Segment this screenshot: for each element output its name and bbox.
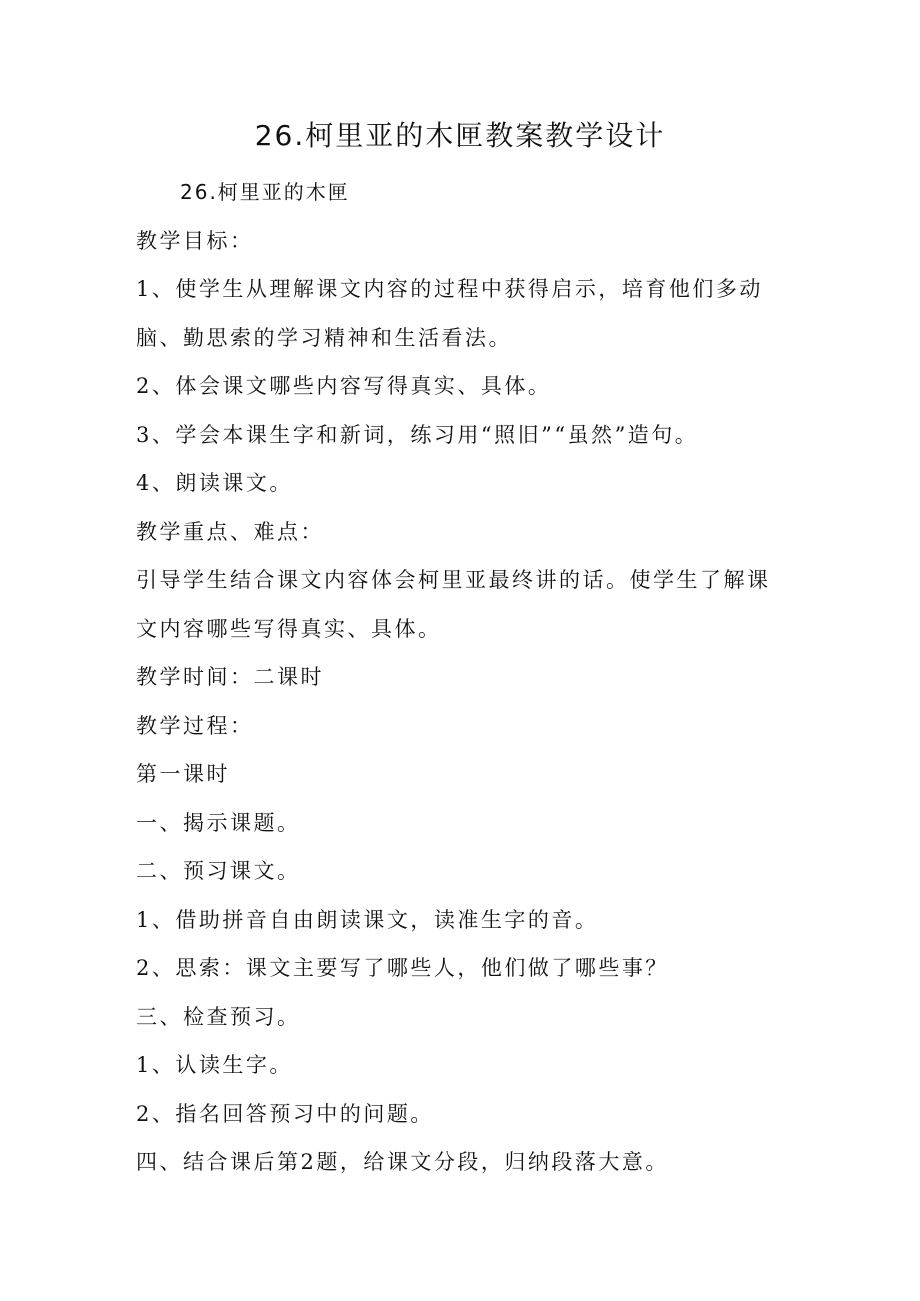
step-2-item-2: 2、思索：课文主要写了哪些人，他们做了哪些事？	[136, 956, 669, 980]
document-title: 26.柯里亚的木匣教案教学设计	[254, 119, 666, 152]
document-body	[136, 168, 776, 1187]
section-heading-objectives: 教学目标：	[136, 228, 254, 253]
key-points-line-1: 引导学生结合课文内容体会柯里亚最终讲的话。使学生了解课	[136, 568, 771, 592]
lesson-subtitle: 26.柯里亚的木匣	[180, 180, 350, 204]
section-heading-key-points: 教学重点、难点：	[136, 519, 324, 544]
first-lesson-heading: 第一课时	[136, 762, 230, 786]
step-1: 一、揭示课题。	[136, 810, 301, 835]
objective-4: 4、朗读课文。	[136, 471, 293, 495]
section-heading-process: 教学过程：	[136, 713, 254, 738]
step-3-item-2: 2、指名回答预习中的问题。	[136, 1101, 434, 1126]
step-3: 三、检查预习。	[136, 1004, 301, 1029]
step-4: 四、结合课后第2题，给课文分段，归纳段落大意。	[136, 1150, 669, 1174]
objective-1-line-2: 脑、勤思索的学习精神和生活看法。	[136, 325, 512, 350]
objective-3: 3、学会本课生字和新词，练习用“照旧”“虽然”造句。	[136, 422, 699, 447]
teaching-time: 教学时间：二课时	[136, 665, 324, 689]
key-points-line-2: 文内容哪些写得真实、具体。	[136, 616, 442, 641]
objective-2: 2、体会课文哪些内容写得真实、具体。	[136, 374, 552, 398]
step-2: 二、预习课文。	[136, 859, 301, 883]
step-2-item-1: 1、借助拼音自由朗读课文，读准生字的音。	[136, 907, 599, 932]
step-3-item-1: 1、认读生字。	[136, 1053, 293, 1077]
objective-1-line-1: 1、使学生从理解课文内容的过程中获得启示，培育他们多动	[136, 277, 763, 301]
